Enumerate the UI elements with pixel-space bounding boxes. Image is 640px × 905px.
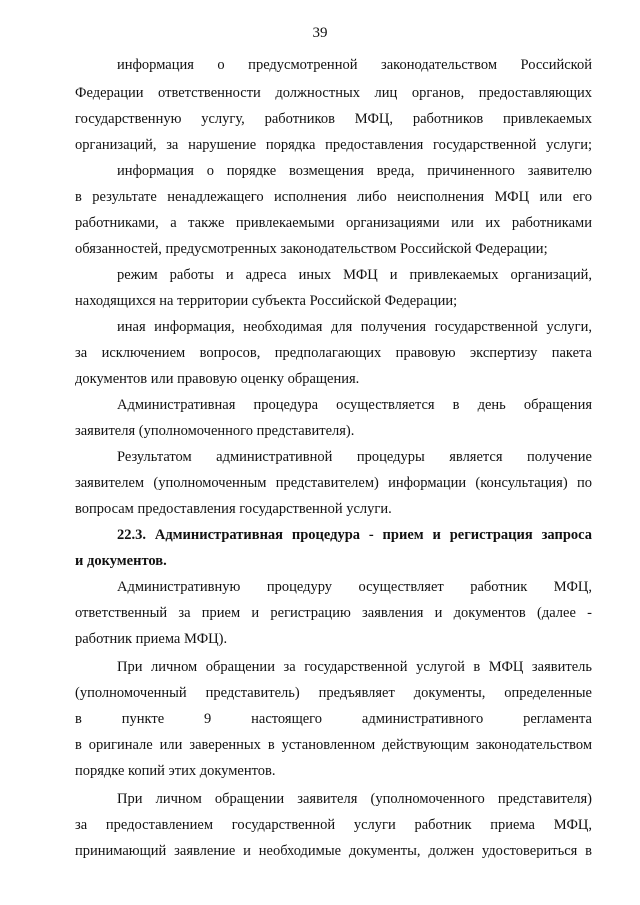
text-line: Административную процедуру осуществляет работник МФЦ,: [117, 579, 592, 595]
text-line: Административная процедура осуществляется в день обращения: [117, 397, 592, 413]
text-line: обязанностей, предусмотренных законодательством Российской Федерации;: [75, 241, 548, 257]
text-line: ответственный за прием и регистрацию заявления и документов (далее -: [75, 605, 592, 621]
text-line: вопросам предоставления государственной услуги.: [75, 501, 392, 517]
text-line: государственную услугу, работников МФЦ, работников привлекаемых: [75, 111, 592, 127]
text-line: При личном обращении за государственной услугой в МФЦ заявитель: [117, 659, 592, 675]
section-heading-line: 22.3. Административная процедура - прием и регистрация запроса: [117, 527, 592, 543]
text-line: информация о предусмотренной законодательством Российской: [117, 57, 592, 73]
text-line: в пункте 9 настоящего административного регламента: [75, 711, 592, 727]
text-line: документов или правовую оценку обращения.: [75, 371, 360, 387]
text-line: в результате ненадлежащего исполнения либо неисполнения МФЦ или его: [75, 189, 592, 205]
text-line: (уполномоченный представитель) предъявляет документы, определенные: [75, 685, 592, 701]
text-line: работник приема МФЦ).: [75, 631, 228, 647]
text-line: порядке копий этих документов.: [75, 763, 276, 779]
text-line: режим работы и адреса иных МФЦ и привлекаемых организаций,: [117, 267, 592, 283]
section-heading-line: и документов.: [75, 553, 167, 569]
text-line: информация о порядке возмещения вреда, причиненного заявителю: [117, 163, 592, 179]
text-line: находящихся на территории субъекта Российской Федерации;: [75, 293, 458, 309]
text-line: При личном обращении заявителя (уполномоченного представителя): [117, 791, 592, 807]
text-line: за исключением вопросов, предполагающих правовую экспертизу пакета: [75, 345, 592, 361]
text-line: Результатом административной процедуры является получение: [117, 449, 592, 465]
text-line: в оригинале или заверенных в установленном действующим законодательством: [75, 737, 592, 753]
text-line: работниками, а также привлекаемыми организациями или их работниками: [75, 215, 592, 231]
text-line: Федерации ответственности должностных лиц органов, предоставляющих: [75, 85, 592, 101]
text-line: организаций, за нарушение порядка предоставления государственной услуги;: [75, 137, 592, 153]
page-number: 39: [312, 25, 328, 41]
text-line: иная информация, необходимая для получения государственной услуги,: [117, 319, 592, 335]
text-line: заявителем (уполномоченным представителем) информации (консультация) по: [75, 475, 592, 491]
text-line: за предоставлением государственной услуги работник приема МФЦ,: [75, 817, 592, 833]
text-line: принимающий заявление и необходимые документы, должен удостовериться в: [75, 843, 592, 859]
text-line: заявителя (уполномоченного представителя).: [75, 423, 355, 439]
